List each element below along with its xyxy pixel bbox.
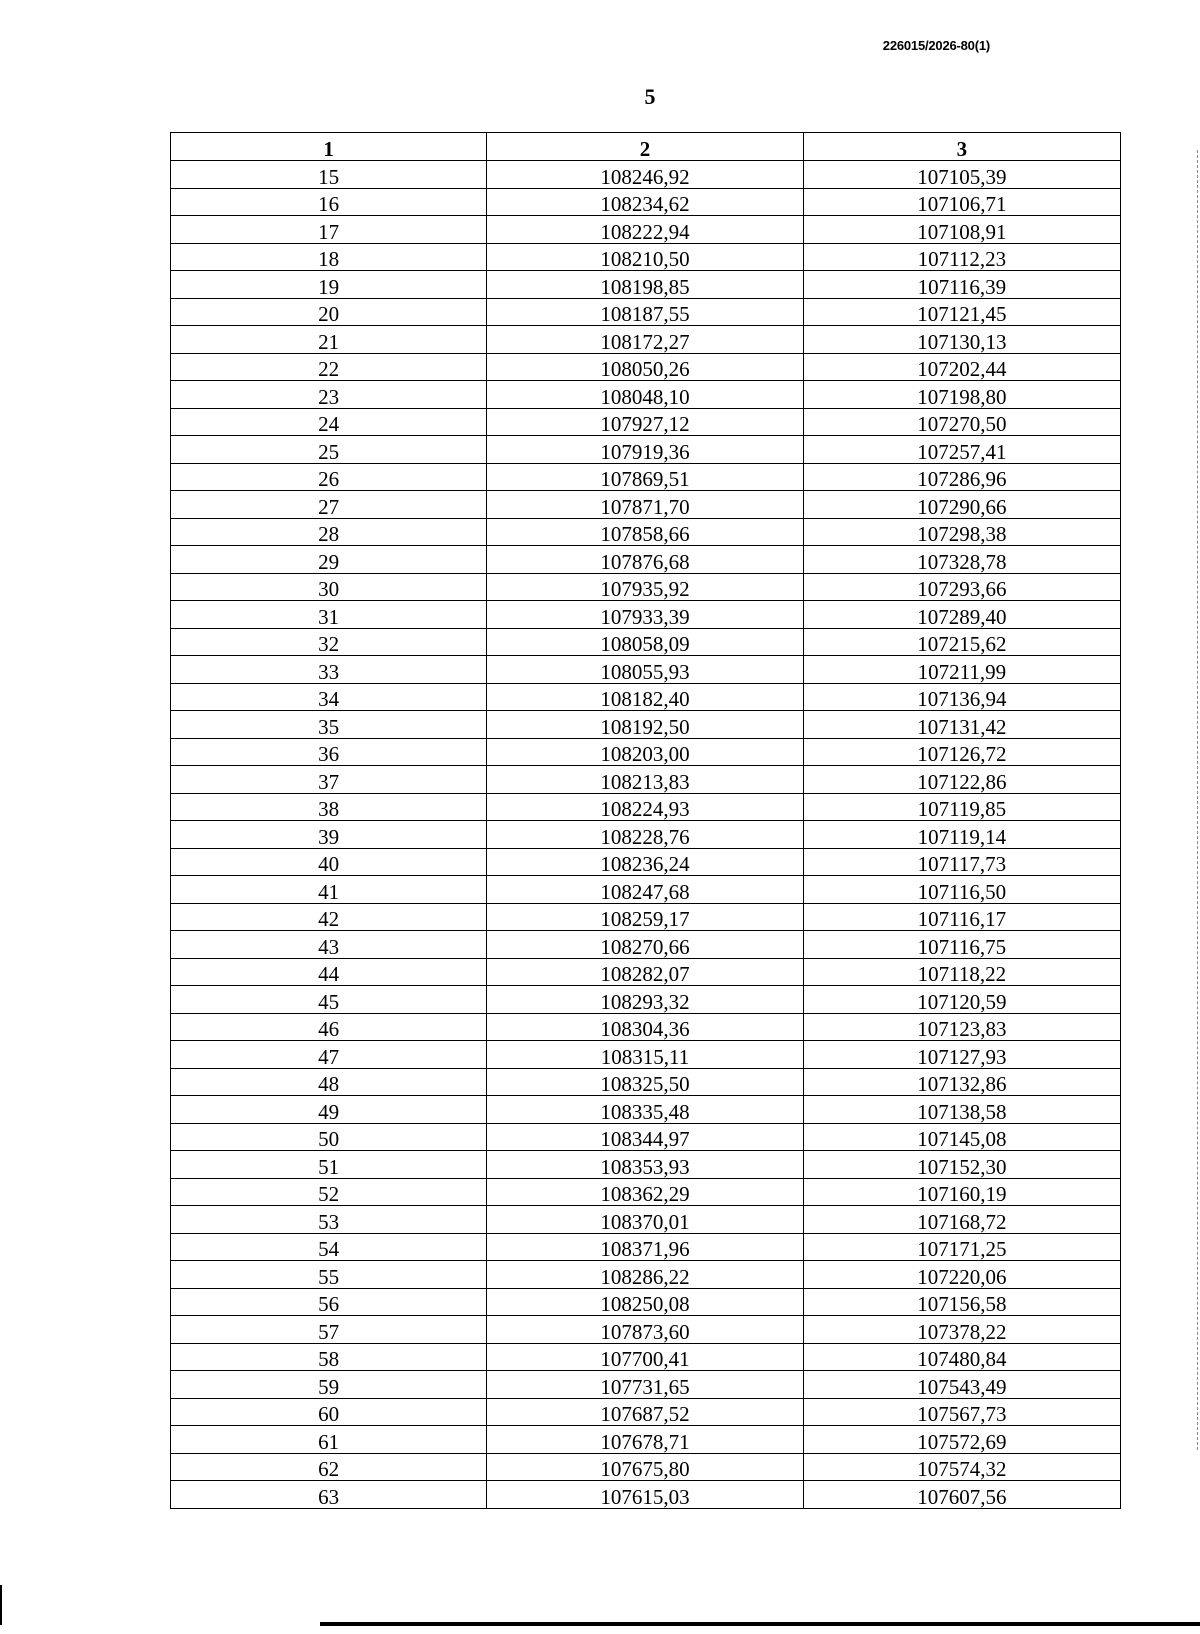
- table-row: [171, 436, 1121, 464]
- table-cell-col-2: 108203,00: [487, 738, 803, 766]
- table-row: [171, 1233, 1121, 1261]
- table-cell-col-3: 107198,80: [803, 381, 1120, 409]
- table-cell-col-2: 108236,24: [487, 848, 803, 876]
- table-cell-col-1: 34: [171, 683, 487, 711]
- table-row: [171, 1178, 1121, 1206]
- table-row: [171, 546, 1121, 574]
- table-row: [171, 1013, 1121, 1041]
- document-id: 226015/2026-80(1): [882, 38, 990, 53]
- table-cell-col-2: 108370,01: [487, 1206, 803, 1234]
- table-row: [171, 711, 1121, 739]
- table-cell-col-2: 107871,70: [487, 491, 803, 519]
- table-cell-col-2: 108172,27: [487, 326, 803, 354]
- table-cell-col-2: 107935,92: [487, 573, 803, 601]
- table-cell-col-3: 107572,69: [803, 1426, 1120, 1454]
- table-cell-col-2: 107873,60: [487, 1316, 803, 1344]
- table-row: [171, 216, 1121, 244]
- table-cell-col-1: 35: [171, 711, 487, 739]
- table-cell-col-2: 108286,22: [487, 1261, 803, 1289]
- page-number: 5: [644, 84, 656, 109]
- table-cell-col-1: 60: [171, 1398, 487, 1426]
- table-row: [171, 1068, 1121, 1096]
- table-cell-col-1: 19: [171, 271, 487, 299]
- table-row: [171, 1261, 1121, 1289]
- table-row: [171, 1371, 1121, 1399]
- table-cell-col-1: 33: [171, 656, 487, 684]
- table-row: [171, 518, 1121, 546]
- table-cell-col-2: 108344,97: [487, 1123, 803, 1151]
- table-cell-col-3: 107257,41: [803, 436, 1120, 464]
- scan-edge-mark: [0, 1585, 2, 1625]
- table-cell-col-1: 38: [171, 793, 487, 821]
- table-cell-col-1: 15: [171, 161, 487, 189]
- table-cell-col-1: 52: [171, 1178, 487, 1206]
- table-row: [171, 1426, 1121, 1454]
- table-cell-col-1: 56: [171, 1288, 487, 1316]
- table-cell-col-1: 61: [171, 1426, 487, 1454]
- table-cell-col-3: 107136,94: [803, 683, 1120, 711]
- table-cell-col-2: 107687,52: [487, 1398, 803, 1426]
- table-cell-col-2: 108192,50: [487, 711, 803, 739]
- table-cell-col-2: 107731,65: [487, 1371, 803, 1399]
- table-cell-col-1: 54: [171, 1233, 487, 1261]
- table-cell-col-1: 26: [171, 463, 487, 491]
- table-cell-col-2: 107919,36: [487, 436, 803, 464]
- table-cell-col-1: 42: [171, 903, 487, 931]
- table-cell-col-2: 107869,51: [487, 463, 803, 491]
- table-cell-col-3: 107120,59: [803, 986, 1120, 1014]
- table-cell-col-3: 107168,72: [803, 1206, 1120, 1234]
- table-cell-col-2: 107876,68: [487, 546, 803, 574]
- table-row: [171, 408, 1121, 436]
- table-cell-col-1: 41: [171, 876, 487, 904]
- table-cell-col-3: 107328,78: [803, 546, 1120, 574]
- table-cell-col-3: 107116,17: [803, 903, 1120, 931]
- table-cell-col-3: 107220,06: [803, 1261, 1120, 1289]
- table-cell-col-1: 40: [171, 848, 487, 876]
- bottom-rule: [320, 1622, 1200, 1626]
- table-cell-col-3: 107607,56: [803, 1481, 1120, 1509]
- table-cell-col-3: 107112,23: [803, 243, 1120, 271]
- table-cell-col-1: 39: [171, 821, 487, 849]
- table-cell-col-1: 63: [171, 1481, 487, 1509]
- table-cell-col-3: 107202,44: [803, 353, 1120, 381]
- table-row: [171, 903, 1121, 931]
- table-cell-col-2: 108315,11: [487, 1041, 803, 1069]
- table-row: [171, 931, 1121, 959]
- table-cell-col-3: 107286,96: [803, 463, 1120, 491]
- table-cell-col-3: 107106,71: [803, 188, 1120, 216]
- table-cell-col-3: 107160,19: [803, 1178, 1120, 1206]
- table-cell-col-3: 107156,58: [803, 1288, 1120, 1316]
- table-cell-col-2: 108050,26: [487, 353, 803, 381]
- table-cell-col-1: 53: [171, 1206, 487, 1234]
- table-cell-col-3: 107121,45: [803, 298, 1120, 326]
- table-cell-col-1: 16: [171, 188, 487, 216]
- table-cell-col-1: 57: [171, 1316, 487, 1344]
- table-cell-col-1: 62: [171, 1453, 487, 1481]
- table-row: [171, 1288, 1121, 1316]
- table-cell-col-1: 51: [171, 1151, 487, 1179]
- table-row: [171, 1206, 1121, 1234]
- table-cell-col-3: 107171,25: [803, 1233, 1120, 1261]
- table-row: [171, 876, 1121, 904]
- table-header-row: [171, 133, 1121, 161]
- table-row: [171, 326, 1121, 354]
- table-cell-col-3: 107130,13: [803, 326, 1120, 354]
- table-cell-col-1: 50: [171, 1123, 487, 1151]
- table-cell-col-1: 17: [171, 216, 487, 244]
- table-cell-col-3: 107118,22: [803, 958, 1120, 986]
- table-cell-col-3: 107293,66: [803, 573, 1120, 601]
- table-cell-col-1: 31: [171, 601, 487, 629]
- table-cell-col-2: 108247,68: [487, 876, 803, 904]
- table-row: [171, 848, 1121, 876]
- table-cell-col-3: 107123,83: [803, 1013, 1120, 1041]
- table-cell-col-2: 108259,17: [487, 903, 803, 931]
- column-header-2: 2: [487, 133, 803, 161]
- table-cell-col-2: 107858,66: [487, 518, 803, 546]
- table-cell-col-3: 107270,50: [803, 408, 1120, 436]
- table-cell-col-2: 107615,03: [487, 1481, 803, 1509]
- table-cell-col-2: 108250,08: [487, 1288, 803, 1316]
- table-cell-col-2: 108270,66: [487, 931, 803, 959]
- table-row: [171, 353, 1121, 381]
- table-cell-col-3: 107138,58: [803, 1096, 1120, 1124]
- table-row: [171, 161, 1121, 189]
- table-cell-col-2: 108222,94: [487, 216, 803, 244]
- table-row: [171, 243, 1121, 271]
- table-cell-col-3: 107132,86: [803, 1068, 1120, 1096]
- table-cell-col-2: 108304,36: [487, 1013, 803, 1041]
- table-cell-col-3: 107152,30: [803, 1151, 1120, 1179]
- coordinates-table: [170, 132, 1121, 1509]
- table-cell-col-1: 44: [171, 958, 487, 986]
- table-cell-col-3: 107215,62: [803, 628, 1120, 656]
- table-row: [171, 821, 1121, 849]
- table-cell-col-3: 107122,86: [803, 766, 1120, 794]
- table-cell-col-1: 29: [171, 546, 487, 574]
- table-row: [171, 271, 1121, 299]
- table-cell-col-3: 107480,84: [803, 1343, 1120, 1371]
- table-row: [171, 573, 1121, 601]
- table-row: [171, 1316, 1121, 1344]
- table-cell-col-3: 107119,85: [803, 793, 1120, 821]
- table-cell-col-1: 58: [171, 1343, 487, 1371]
- table-cell-col-2: 107700,41: [487, 1343, 803, 1371]
- table-cell-col-3: 107145,08: [803, 1123, 1120, 1151]
- table-row: [171, 1453, 1121, 1481]
- table-cell-col-1: 59: [171, 1371, 487, 1399]
- table-cell-col-1: 45: [171, 986, 487, 1014]
- table-cell-col-2: 108224,93: [487, 793, 803, 821]
- table-cell-col-2: 108058,09: [487, 628, 803, 656]
- table-row: [171, 683, 1121, 711]
- table-cell-col-2: 108362,29: [487, 1178, 803, 1206]
- table-cell-col-1: 27: [171, 491, 487, 519]
- table-row: [171, 628, 1121, 656]
- table-cell-col-3: 107290,66: [803, 491, 1120, 519]
- table-cell-col-1: 49: [171, 1096, 487, 1124]
- table-cell-col-3: 107574,32: [803, 1453, 1120, 1481]
- table-cell-col-1: 25: [171, 436, 487, 464]
- table-cell-col-1: 18: [171, 243, 487, 271]
- table-cell-col-3: 107116,50: [803, 876, 1120, 904]
- table-row: [171, 381, 1121, 409]
- table-cell-col-2: 108282,07: [487, 958, 803, 986]
- table-cell-col-2: 108353,93: [487, 1151, 803, 1179]
- table-cell-col-2: 108234,62: [487, 188, 803, 216]
- table-cell-col-2: 107675,80: [487, 1453, 803, 1481]
- table-cell-col-3: 107298,38: [803, 518, 1120, 546]
- table-cell-col-1: 43: [171, 931, 487, 959]
- table-cell-col-1: 55: [171, 1261, 487, 1289]
- column-header-1: 1: [171, 133, 487, 161]
- table-row: [171, 601, 1121, 629]
- table-row: [171, 188, 1121, 216]
- table-row: [171, 793, 1121, 821]
- table-cell-col-3: 107127,93: [803, 1041, 1120, 1069]
- table-cell-col-3: 107567,73: [803, 1398, 1120, 1426]
- table-cell-col-1: 21: [171, 326, 487, 354]
- table-cell-col-1: 23: [171, 381, 487, 409]
- table-row: [171, 1481, 1121, 1509]
- table-cell-col-2: 108325,50: [487, 1068, 803, 1096]
- table-row: [171, 1398, 1121, 1426]
- table-cell-col-3: 107108,91: [803, 216, 1120, 244]
- table-row: [171, 491, 1121, 519]
- table-cell-col-3: 107126,72: [803, 738, 1120, 766]
- table-row: [171, 298, 1121, 326]
- table-cell-col-3: 107131,42: [803, 711, 1120, 739]
- table-row: [171, 766, 1121, 794]
- table-cell-col-1: 48: [171, 1068, 487, 1096]
- table-cell-col-2: 108335,48: [487, 1096, 803, 1124]
- table-cell-col-1: 28: [171, 518, 487, 546]
- table-cell-col-3: 107211,99: [803, 656, 1120, 684]
- table-cell-col-2: 108210,50: [487, 243, 803, 271]
- table-cell-col-1: 24: [171, 408, 487, 436]
- table-cell-col-1: 22: [171, 353, 487, 381]
- column-header-3: 3: [803, 133, 1120, 161]
- table-cell-col-3: 107378,22: [803, 1316, 1120, 1344]
- table-row: [171, 986, 1121, 1014]
- table-row: [171, 1096, 1121, 1124]
- scan-edge-mark-right: [1196, 150, 1198, 1450]
- table-cell-col-1: 46: [171, 1013, 487, 1041]
- table-cell-col-2: 108055,93: [487, 656, 803, 684]
- table-cell-col-1: 32: [171, 628, 487, 656]
- table-cell-col-2: 108371,96: [487, 1233, 803, 1261]
- table-row: [171, 1123, 1121, 1151]
- table-cell-col-3: 107289,40: [803, 601, 1120, 629]
- table-cell-col-2: 108198,85: [487, 271, 803, 299]
- table-row: [171, 1151, 1121, 1179]
- table-cell-col-2: 108048,10: [487, 381, 803, 409]
- table-row: [171, 738, 1121, 766]
- table-cell-col-2: 107678,71: [487, 1426, 803, 1454]
- table-row: [171, 656, 1121, 684]
- table-cell-col-3: 107105,39: [803, 161, 1120, 189]
- table-row: [171, 1041, 1121, 1069]
- table-cell-col-3: 107116,39: [803, 271, 1120, 299]
- table-cell-col-3: 107116,75: [803, 931, 1120, 959]
- table-row: [171, 958, 1121, 986]
- table-cell-col-2: 107927,12: [487, 408, 803, 436]
- table-cell-col-2: 108228,76: [487, 821, 803, 849]
- table-cell-col-2: 108182,40: [487, 683, 803, 711]
- table-body: [171, 161, 1121, 1509]
- table-row: [171, 463, 1121, 491]
- table-cell-col-3: 107117,73: [803, 848, 1120, 876]
- table-cell-col-1: 20: [171, 298, 487, 326]
- table-row: [171, 1343, 1121, 1371]
- table-cell-col-2: 108246,92: [487, 161, 803, 189]
- table-cell-col-3: 107543,49: [803, 1371, 1120, 1399]
- table-cell-col-3: 107119,14: [803, 821, 1120, 849]
- table-cell-col-2: 108213,83: [487, 766, 803, 794]
- table-cell-col-2: 108187,55: [487, 298, 803, 326]
- table-cell-col-2: 108293,32: [487, 986, 803, 1014]
- table-cell-col-1: 36: [171, 738, 487, 766]
- table-cell-col-1: 30: [171, 573, 487, 601]
- table-cell-col-2: 107933,39: [487, 601, 803, 629]
- table-cell-col-1: 37: [171, 766, 487, 794]
- table-cell-col-1: 47: [171, 1041, 487, 1069]
